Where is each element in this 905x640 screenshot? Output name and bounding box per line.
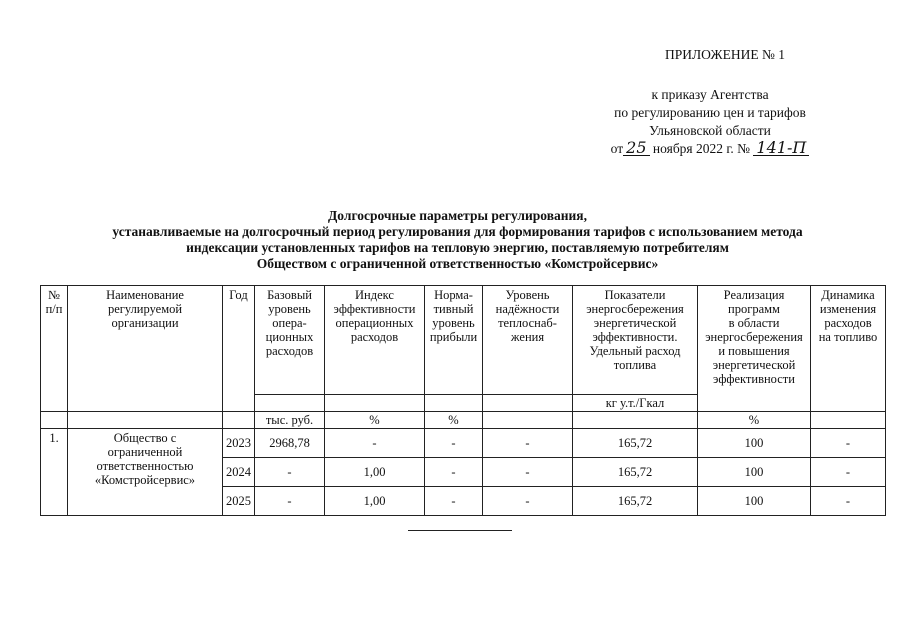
- header-profit-level: Норма- тивный уровень прибыли: [425, 286, 483, 395]
- appendix-line-1: к приказу Агентства: [651, 87, 769, 102]
- header-programs: Реализация программ в области энергосбережения и повышения энергетической эффективности: [698, 286, 811, 412]
- appendix-reference: [560, 86, 860, 158]
- units-base: тыс. руб.: [255, 412, 325, 429]
- header-fuel-dynamics: Динамика изменения расходов на топливо: [811, 286, 886, 412]
- header-organization: Наименование регулируемой организации: [68, 286, 223, 412]
- closing-divider: [408, 530, 512, 531]
- cell-fuel: -: [811, 429, 886, 458]
- cell-year: 2023: [223, 429, 255, 458]
- cell-reliability: -: [483, 487, 573, 516]
- units-reliability-empty2: [483, 412, 573, 429]
- units-name-empty: [68, 412, 223, 429]
- header-year: Год: [223, 286, 255, 412]
- organization-name: Общество с ограниченной ответственностью «Комстройсервис»: [68, 429, 223, 516]
- cell-reliability: -: [483, 458, 573, 487]
- parameters-table: [40, 285, 886, 516]
- units-energy-empty2: [573, 412, 698, 429]
- cell-profit: -: [425, 429, 483, 458]
- cell-profit: -: [425, 487, 483, 516]
- title-line-2: устанавливаемые на долгосрочный период регулирования для формирования тарифов с использованием метода: [112, 224, 803, 239]
- cell-base: -: [255, 487, 325, 516]
- table-row: [41, 429, 886, 458]
- cell-fuel: -: [811, 487, 886, 516]
- units-profit: %: [425, 412, 483, 429]
- header-reliability: Уровень надёжности теплоснаб- жения: [483, 286, 573, 395]
- appendix-line-3: Ульяновской области: [649, 123, 771, 138]
- cell-profit: -: [425, 458, 483, 487]
- date-prefix: от: [610, 141, 624, 156]
- header-num: № п/п: [41, 286, 68, 412]
- cell-base: 2968,78: [255, 429, 325, 458]
- cell-index: 1,00: [325, 487, 425, 516]
- appendix-title: ПРИЛОЖЕНИЕ № 1: [664, 47, 786, 62]
- appendix-line-2: по регулированию цен и тарифов: [614, 105, 806, 120]
- header-efficiency-index: Индекс эффективности операционных расходов: [325, 286, 425, 395]
- title-line-1: Долгосрочные параметры регулирования,: [328, 208, 587, 223]
- cell-year: 2025: [223, 487, 255, 516]
- cell-index: -: [325, 429, 425, 458]
- cell-energy: 165,72: [573, 458, 698, 487]
- handwritten-day: 25: [623, 141, 649, 156]
- cell-energy: 165,72: [573, 429, 698, 458]
- cell-programs: 100: [698, 487, 811, 516]
- cell-programs: 100: [698, 429, 811, 458]
- units-base-empty: [255, 395, 325, 412]
- cell-index: 1,00: [325, 458, 425, 487]
- units-profit-empty: [425, 395, 483, 412]
- units-index: %: [325, 412, 425, 429]
- title-line-4: Обществом с ограниченной ответственностью «Комстройсервис»: [256, 256, 659, 271]
- cell-energy: 165,72: [573, 487, 698, 516]
- cell-year: 2024: [223, 458, 255, 487]
- date-rest: ноября 2022 г. №: [652, 141, 751, 156]
- units-num-empty: [41, 412, 68, 429]
- units-fuel-empty: [811, 412, 886, 429]
- appendix-date-line: [560, 140, 860, 158]
- cell-base: -: [255, 458, 325, 487]
- cell-programs: 100: [698, 458, 811, 487]
- header-base-level: Базовый уровень опера- ционных расходов: [255, 286, 325, 395]
- units-programs: %: [698, 412, 811, 429]
- units-energy: кг у.т./Гкал: [573, 395, 698, 412]
- handwritten-order-number: 141-П: [753, 141, 809, 156]
- header-energy-saving: Показатели энергосбережения энергетической эффективности. Удельный расход топлива: [573, 286, 698, 395]
- header-row: [41, 286, 886, 395]
- units-index-empty: [325, 395, 425, 412]
- cell-reliability: -: [483, 429, 573, 458]
- row-number: 1.: [41, 429, 68, 516]
- units-reliability-empty: [483, 395, 573, 412]
- units-year-empty: [223, 412, 255, 429]
- document-title: [40, 208, 875, 272]
- title-line-3: индексации установленных тарифов на тепловую энергию, поставляемую потребителям: [186, 240, 729, 255]
- cell-fuel: -: [811, 458, 886, 487]
- units-row: [41, 412, 886, 429]
